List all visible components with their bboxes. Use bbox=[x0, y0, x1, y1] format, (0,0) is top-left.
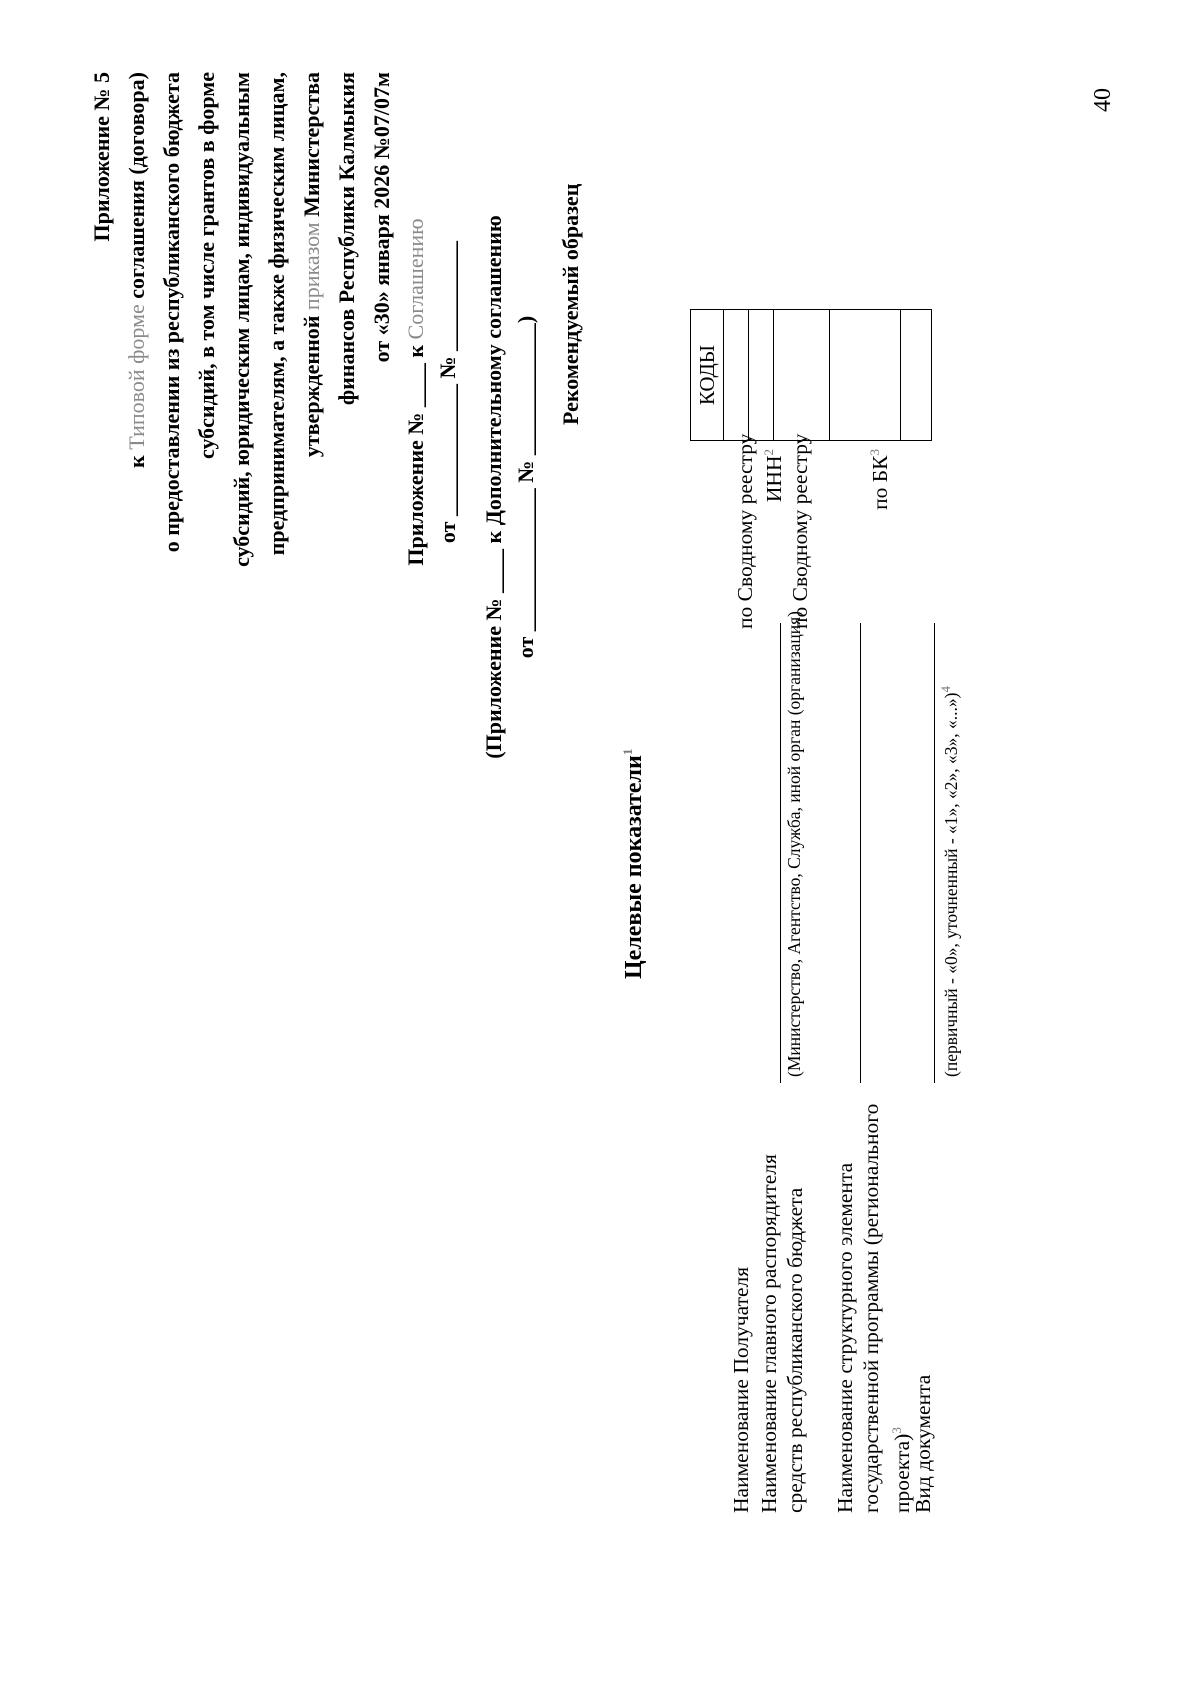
doc-type-hint: (первичный - «0», уточненный - «1», «2», «3», «...»)$^4$ bbox=[938, 686, 961, 1077]
recommended-sample: Рекомендуемый образец bbox=[558, 183, 583, 425]
header-line: финансов Республики Калмыкия bbox=[334, 72, 359, 406]
inn-code-cell[interactable] bbox=[749, 310, 774, 441]
structural-element-label-cont: государственной программы (регионального bbox=[859, 1103, 883, 1513]
header-line: предпринимателям, а также физическим лицам, bbox=[264, 72, 289, 556]
footnote-mark: 3 bbox=[889, 1427, 904, 1434]
recipient-label: Наименование Получателя bbox=[729, 1266, 753, 1513]
structural-element-label: Наименование структурного элемента bbox=[833, 1162, 857, 1513]
svod-registry-label: по Сводному реестру bbox=[788, 433, 812, 629]
header-line: о предоставлении из республиканского бюджета bbox=[159, 72, 184, 553]
doc-type-code-cell[interactable] bbox=[901, 310, 932, 441]
gpbs-hint: (Министерство, Агентство, Служба, иной орган (организация) bbox=[784, 610, 804, 1077]
template-form-link[interactable]: Типовой форме bbox=[124, 304, 149, 450]
agreement-appendix: Приложение № ____ к Соглашению от ____________ № __________ bbox=[403, 218, 460, 566]
structural-element-label-cont: проекта)$^3$ bbox=[889, 1427, 915, 1513]
footnote-mark: 2 bbox=[761, 449, 776, 456]
doc-type-label: Вид документа bbox=[911, 1374, 935, 1513]
structural-input-line[interactable] bbox=[860, 623, 861, 1083]
header-line: от «30» января 2026 №07/07м bbox=[369, 72, 394, 363]
header-line: субсидий, в том числе грантов в форме bbox=[194, 72, 219, 460]
page-title: Целевые показатели$^1$ bbox=[620, 748, 647, 979]
footnote-mark: 4 bbox=[938, 686, 953, 693]
gpbs-label-cont: средств республиканского бюджета bbox=[783, 1187, 807, 1513]
footnote-mark: 1 bbox=[620, 748, 635, 756]
header-line: субсидий, юридическим лицам, индивидуальным bbox=[229, 72, 254, 567]
header-line: утвержденной приказом Министерства bbox=[299, 72, 324, 458]
page-number: 40 bbox=[1090, 88, 1116, 112]
footnote-mark: 3 bbox=[867, 449, 882, 456]
codes-table bbox=[690, 309, 932, 441]
agreement-link[interactable]: Соглашению bbox=[403, 218, 428, 340]
bk-label: по $БК^3$ bbox=[867, 449, 893, 510]
order-link[interactable]: приказом bbox=[299, 222, 324, 311]
codes-header: КОДЫ bbox=[691, 310, 724, 441]
approval-header bbox=[84, 72, 399, 732]
svod-registry-code-cell[interactable] bbox=[774, 310, 830, 441]
svod-registry-code-cell[interactable] bbox=[724, 310, 749, 441]
gpbs-input-line[interactable] bbox=[780, 623, 781, 1083]
svod-registry-label: по Сводному реестру bbox=[733, 433, 757, 629]
header-line: к Типовой форме соглашения (договора) bbox=[124, 72, 149, 468]
inn-label: ИНН$^2$ bbox=[761, 449, 787, 503]
additional-agreement-appendix: (Приложение № ____ к Дополнительному соглашению от _____________ № ____________) bbox=[481, 215, 538, 759]
gpbs-label: Наименование главного распорядителя bbox=[757, 1154, 781, 1513]
doc-type-input-line[interactable] bbox=[934, 623, 935, 1083]
header-line: Приложение № 5 bbox=[89, 72, 114, 242]
bk-code-cell[interactable] bbox=[830, 310, 901, 441]
